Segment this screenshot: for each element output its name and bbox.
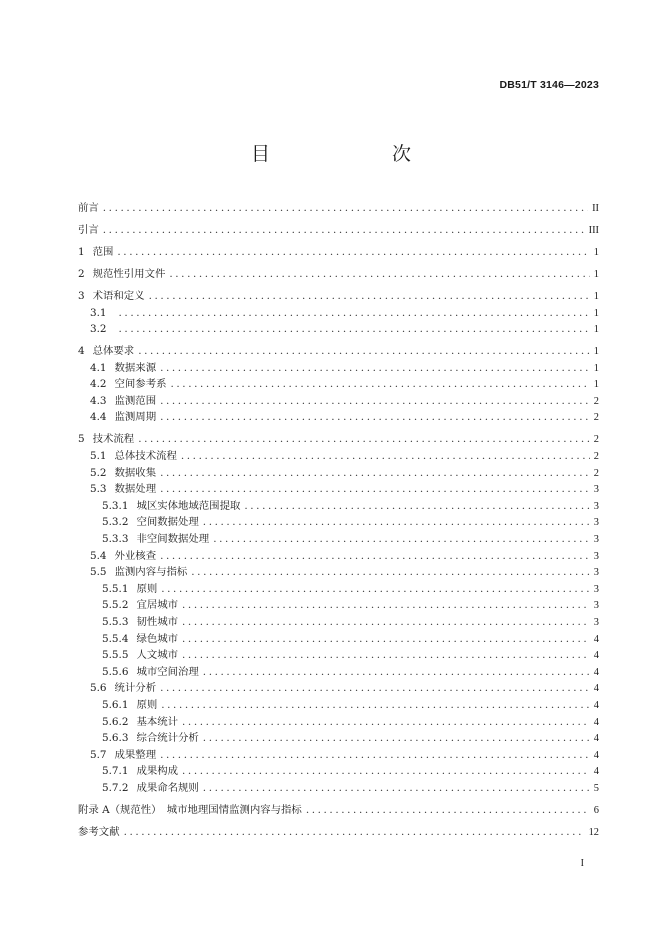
toc-entry-text: 监测周期 <box>114 411 157 424</box>
toc-leader-dots <box>181 448 590 465</box>
toc-entry-label <box>78 730 199 747</box>
toc-entry-number: 5.4 <box>90 549 107 562</box>
toc-entry-text: 空间参考系 <box>114 378 167 391</box>
toc-entry[interactable] <box>78 747 599 764</box>
toc-entry-text: 成果整理 <box>114 748 157 761</box>
toc-entry-text: 空间数据处理 <box>136 516 199 529</box>
toc-leader-dots <box>244 498 589 515</box>
toc-entry-label <box>78 244 113 261</box>
toc-entry-label <box>78 343 134 360</box>
toc-entry-label <box>78 714 178 731</box>
toc-entry[interactable] <box>78 409 599 426</box>
toc-entry-text: 人文城市 <box>136 649 179 662</box>
toc-entry-number: 5.3.1 <box>102 499 129 512</box>
toc-entry-page: 6 <box>593 804 599 816</box>
toc-entry-label <box>78 222 99 239</box>
toc-entry-page: 3 <box>593 517 599 529</box>
toc-entry-number: 4 <box>78 345 85 358</box>
toc-entry[interactable] <box>78 714 599 731</box>
toc-entry-number: 5.7.1 <box>102 765 129 778</box>
page-number: I <box>580 858 584 869</box>
toc-entry-page: 1 <box>593 246 599 258</box>
toc-entry-number: 5.5.3 <box>102 616 129 628</box>
toc-entry[interactable] <box>78 531 599 548</box>
toc-leader-dots <box>103 200 588 217</box>
toc-entry-text: 术语和定义 <box>92 289 145 302</box>
toc-entry-page: 5 <box>593 782 599 794</box>
toc-entry-text: 规范性引用文件 <box>92 267 166 280</box>
toc-entry-page: 3 <box>593 567 599 579</box>
toc-entry[interactable] <box>78 481 599 498</box>
toc-entry-number: 5.7.2 <box>102 781 129 794</box>
toc-leader-dots <box>213 531 590 548</box>
toc-entry-text: 数据处理 <box>114 483 157 496</box>
toc-entry-text: 数据收集 <box>114 466 157 479</box>
toc-entry-number: 5.2 <box>90 466 107 479</box>
toc-entry[interactable] <box>78 321 599 338</box>
toc-entry-label <box>78 305 115 322</box>
toc-entry-page: 3 <box>593 583 599 595</box>
toc-entry-text: 外业核查 <box>114 549 157 562</box>
toc-entry[interactable] <box>78 200 599 217</box>
toc-entry[interactable] <box>78 697 599 714</box>
toc-entry[interactable] <box>78 431 599 448</box>
toc-entry-text: 城区实体地域范围提取 <box>136 499 241 512</box>
toc-entry-label <box>78 448 177 465</box>
toc-entry-number: 5.3.2 <box>102 516 129 529</box>
toc-entry-page: 4 <box>593 633 599 645</box>
toc-entry-number: 5.3 <box>90 483 107 496</box>
toc-entry-label <box>78 581 157 598</box>
toc-entry-label <box>78 200 99 217</box>
toc-entry-label <box>78 465 156 482</box>
toc-leader-dots <box>161 697 590 714</box>
toc-entry-label <box>78 481 156 498</box>
toc-entry[interactable] <box>78 448 599 465</box>
toc-leader-dots <box>182 714 590 731</box>
toc-entry-number: 3.2 <box>90 323 107 336</box>
toc-entry-label <box>78 697 157 714</box>
toc-entry-page: 4 <box>593 716 599 728</box>
toc-entry-page: 4 <box>593 699 599 711</box>
toc-leader-dots <box>170 376 589 393</box>
toc-entry-page: 4 <box>593 749 599 761</box>
toc-leader-dots <box>203 780 590 797</box>
toc-entry[interactable] <box>78 548 599 565</box>
toc-entry-label <box>78 393 156 410</box>
toc-entry-label <box>78 376 166 393</box>
toc-entry-number: 4.4 <box>90 411 107 424</box>
toc-entry-number: 5 <box>78 433 85 446</box>
toc-entry-label <box>78 824 120 841</box>
toc-entry[interactable] <box>78 266 599 283</box>
toc-entry[interactable] <box>78 597 599 614</box>
toc-entry-number: 5.5.1 <box>102 582 129 595</box>
toc-entry[interactable] <box>78 631 599 648</box>
toc-entry-label <box>78 288 145 305</box>
toc-entry-label <box>78 763 178 780</box>
toc-entry-page: 1 <box>593 324 599 336</box>
toc-entry-label <box>78 514 199 531</box>
toc-leader-dots <box>160 393 590 410</box>
toc-entry-page: 2 <box>593 451 599 463</box>
toc-entry[interactable] <box>78 614 599 631</box>
toc-leader-dots <box>124 824 585 841</box>
toc-entry-page: 4 <box>593 683 599 695</box>
toc-leader-dots <box>160 465 590 482</box>
toc-entry-page: 3 <box>593 500 599 512</box>
toc-entry-text: 范围 <box>92 245 114 258</box>
toc-entry[interactable] <box>78 305 599 322</box>
toc-entry-text: 监测内容与指标 <box>114 566 188 579</box>
toc-entry[interactable] <box>78 824 599 841</box>
toc-entry[interactable] <box>78 680 599 697</box>
toc-entry-number: 5.5.4 <box>102 632 129 645</box>
toc-leader-dots <box>119 321 590 338</box>
toc-entry-text: 数据来源 <box>114 361 157 374</box>
toc-entry-label <box>78 680 156 697</box>
toc-leader-dots <box>182 763 590 780</box>
toc-entry-page: 12 <box>588 826 599 838</box>
table-of-contents <box>78 200 599 841</box>
toc-entry-text: 参考文献 <box>78 825 120 838</box>
toc-entry-text: 总体要求 <box>92 345 135 358</box>
toc-entry-label <box>78 409 156 426</box>
toc-leader-dots <box>182 631 590 648</box>
toc-entry-page: 3 <box>593 600 599 612</box>
toc-entry[interactable] <box>78 244 599 261</box>
toc-entry-number: 5.5.2 <box>102 599 129 612</box>
toc-entry-text: 技术流程 <box>92 433 135 446</box>
toc-entry-page: 4 <box>593 650 599 662</box>
toc-leader-dots <box>182 647 590 664</box>
toc-entry-label <box>78 531 209 548</box>
toc-entry-number: 1 <box>78 245 85 258</box>
toc-leader-dots <box>117 244 589 261</box>
toc-entry-text: 韧性城市 <box>136 616 179 628</box>
toc-entry[interactable] <box>78 393 599 410</box>
toc-leader-dots <box>103 222 585 239</box>
toc-entry[interactable] <box>78 763 599 780</box>
toc-entry-page: 4 <box>593 766 599 778</box>
toc-entry-text: 成果命名规则 <box>136 781 199 794</box>
toc-entry-page: 1 <box>593 362 599 374</box>
toc-entry-page: 3 <box>593 617 599 628</box>
toc-entry[interactable] <box>78 564 599 581</box>
toc-entry[interactable] <box>78 664 599 681</box>
toc-entry[interactable] <box>78 343 599 360</box>
toc-entry-page: 4 <box>593 733 599 745</box>
toc-entry-label <box>78 498 240 515</box>
toc-entry[interactable] <box>78 376 599 393</box>
toc-entry-text: 综合统计分析 <box>136 732 199 745</box>
toc-entry-label <box>78 802 302 819</box>
toc-entry-label <box>78 597 178 614</box>
toc-entry-number: 5.5.6 <box>102 665 129 678</box>
toc-entry[interactable] <box>78 581 599 598</box>
toc-entry-label <box>78 431 134 448</box>
toc-entry-label <box>78 266 165 283</box>
toc-entry[interactable] <box>78 360 599 377</box>
toc-entry-number: 5.7 <box>90 748 107 761</box>
toc-entry-number: 4.1 <box>90 361 107 374</box>
toc-entry-label <box>78 614 178 631</box>
toc-entry-label <box>78 664 199 681</box>
toc-leader-dots <box>169 266 589 283</box>
toc-entry-page: 1 <box>593 379 599 391</box>
toc-entry-number: 5.3.3 <box>102 533 129 546</box>
toc-entry-text: 非空间数据处理 <box>136 533 210 546</box>
toc-entry-page: 4 <box>593 666 599 678</box>
toc-entry[interactable] <box>78 780 599 797</box>
toc-entry-text: 成果构成 <box>136 765 179 778</box>
toc-entry-page: 3 <box>593 550 599 562</box>
toc-leader-dots <box>119 305 590 322</box>
toc-entry-text: 原则 <box>136 698 158 711</box>
toc-entry-label <box>78 360 156 377</box>
toc-entry-text: 基本统计 <box>136 715 179 728</box>
toc-entry-text: 监测范围 <box>114 394 157 407</box>
toc-entry-number: 5.6.2 <box>102 715 129 728</box>
toc-entry[interactable] <box>78 465 599 482</box>
toc-leader-dots <box>160 747 590 764</box>
toc-entry-page: 2 <box>593 395 599 407</box>
toc-entry-label <box>78 780 199 797</box>
toc-entry-label <box>78 631 178 648</box>
toc-leader-dots <box>203 664 590 681</box>
toc-entry-page: 2 <box>593 412 599 424</box>
toc-entry[interactable] <box>78 514 599 531</box>
toc-leader-dots <box>191 564 590 581</box>
toc-entry-page: 1 <box>593 307 599 319</box>
toc-entry-text: 宜居城市 <box>136 599 179 612</box>
toc-entry-label <box>78 564 187 581</box>
toc-leader-dots <box>160 481 590 498</box>
toc-entry-text: 城市空间治理 <box>136 665 199 678</box>
toc-entry-text: 统计分析 <box>114 682 157 695</box>
toc-entry-label <box>78 747 156 764</box>
toc-entry-number: 5.1 <box>90 450 107 463</box>
toc-entry-number: 4.3 <box>90 394 107 407</box>
toc-entry-page: 1 <box>593 268 599 280</box>
toc-entry[interactable] <box>78 647 599 664</box>
toc-entry-number: 3 <box>78 289 85 302</box>
toc-entry-text: 前言 <box>78 202 99 214</box>
toc-entry[interactable] <box>78 730 599 747</box>
toc-entry[interactable] <box>78 288 599 305</box>
toc-entry-number: 5.5.5 <box>102 649 129 662</box>
toc-leader-dots <box>138 431 590 448</box>
toc-entry-number: 2 <box>78 267 85 280</box>
toc-entry-number: 4.2 <box>90 378 107 391</box>
toc-entry-text: 总体技术流程 <box>114 450 177 463</box>
toc-entry-text: 附录 A（规范性） 城市地理国情监测内容与指标 <box>78 803 302 816</box>
toc-leader-dots <box>160 409 590 426</box>
toc-entry[interactable] <box>78 222 599 239</box>
page-title: 目 次 <box>250 143 439 165</box>
toc-entry-text: 绿色城市 <box>136 632 179 645</box>
toc-entry-page: 2 <box>593 434 599 446</box>
toc-entry-number: 5.5 <box>90 566 107 579</box>
toc-leader-dots <box>138 343 590 360</box>
toc-leader-dots <box>182 597 590 614</box>
toc-leader-dots <box>160 548 590 565</box>
toc-entry-number: 5.6.3 <box>102 732 129 745</box>
toc-leader-dots <box>203 730 590 747</box>
toc-entry[interactable] <box>78 802 599 819</box>
toc-entry-number: 3.1 <box>90 306 107 319</box>
document-code: DB51/T 3146—2023 <box>499 79 599 91</box>
toc-entry[interactable] <box>78 498 599 515</box>
toc-leader-dots <box>149 288 590 305</box>
toc-leader-dots <box>160 360 590 377</box>
toc-entry-text: 原则 <box>136 582 158 595</box>
toc-entry-label <box>78 321 115 338</box>
toc-entry-number: 5.6 <box>90 682 107 695</box>
toc-leader-dots <box>161 581 590 598</box>
toc-entry-page: III <box>588 224 599 236</box>
toc-leader-dots <box>160 680 590 697</box>
toc-entry-text: 引言 <box>78 223 99 236</box>
toc-entry-page: 2 <box>593 467 599 479</box>
toc-leader-dots <box>203 514 590 531</box>
toc-entry-label <box>78 548 156 565</box>
toc-entry-label <box>78 647 178 664</box>
toc-entry-page: 1 <box>593 290 599 302</box>
toc-entry-page: 3 <box>593 484 599 496</box>
toc-entry-page: 3 <box>593 534 599 546</box>
toc-entry-number: 5.6.1 <box>102 698 129 711</box>
toc-entry-page: 1 <box>593 346 599 358</box>
toc-leader-dots <box>182 614 590 631</box>
toc-leader-dots <box>306 802 590 819</box>
toc-entry-page: II <box>592 203 599 214</box>
